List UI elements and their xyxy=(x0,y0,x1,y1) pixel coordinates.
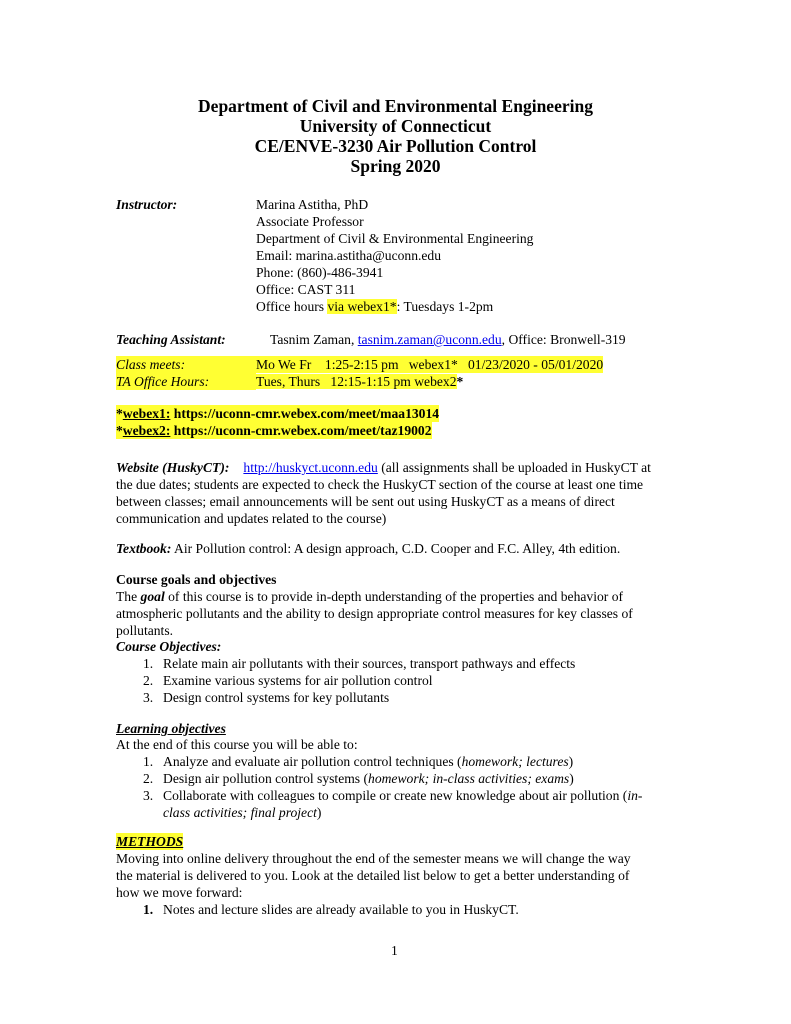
learning-intro: At the end of this course you will be able to: xyxy=(116,737,358,752)
goals-line-2: atmospheric pollutants and the ability to design appropriate control measures for key classes of xyxy=(116,606,633,621)
huskyct-link[interactable]: http://huskyct.uconn.edu xyxy=(243,460,378,475)
textbook-value: Air Pollution control: A design approach, C.D. Cooper and F.C. Alley, 4th edition. xyxy=(171,541,621,556)
class-meets-value: Mo We Fr 1:25-2:15 pm webex1* 01/23/2020 - 05/01/2020 xyxy=(256,357,604,372)
instructor-name: Marina Astitha, PhD xyxy=(256,197,369,212)
course-objectives-heading: Course Objectives: xyxy=(116,639,222,654)
course-title: CE/ENVE-3230 Air Pollution Control xyxy=(254,136,537,156)
objective-item: Examine various systems for air pollution control xyxy=(163,673,433,688)
ta-info: Tasnim Zaman, tasnim.zaman@uconn.edu, Office: Bronwell-319 xyxy=(270,332,626,347)
department-title: Department of Civil and Environmental Engineering xyxy=(198,96,593,116)
website-line-4: communication and updates related to the course) xyxy=(116,511,387,526)
textbook-line xyxy=(116,540,620,557)
objective-item: Design control systems for key pollutants xyxy=(163,690,390,705)
instructor-email: Email: marina.astitha@uconn.edu xyxy=(256,248,442,263)
ta-office-hours-label: TA Office Hours: xyxy=(116,373,256,390)
webex2-name: webex2: xyxy=(122,423,171,438)
ta-email-link[interactable]: tasnim.zaman@uconn.edu xyxy=(357,332,502,347)
webex2-url[interactable]: https://uconn-cmr.webex.com/meet/taz19002 xyxy=(170,423,432,438)
webex1-line: *webex1: https://uconn-cmr.webex.com/meet/maa13014 xyxy=(116,406,440,421)
instructor-label: Instructor: xyxy=(116,197,178,212)
textbook-label: Textbook: xyxy=(116,541,172,556)
class-meets-label: Class meets: xyxy=(116,356,256,373)
learning-number: 2. xyxy=(143,771,154,786)
website-label: Website (HuskyCT): xyxy=(116,460,230,475)
learning-item: Analyze and evaluate air pollution control techniques (homework; lectures) xyxy=(163,754,574,769)
webex1-name: webex1: xyxy=(122,406,171,421)
methods-number: 1. xyxy=(143,902,154,917)
ta-office-hours-value: Tues, Thurs 12:15-1:15 pm webex2* xyxy=(256,374,464,389)
methods-item: Notes and lecture slides are already available to you in HuskyCT. xyxy=(163,902,519,917)
learning-item: Design air pollution control systems (homework; in-class activities; exams) xyxy=(163,771,574,786)
ta-label: Teaching Assistant: xyxy=(116,332,226,347)
webex1-url[interactable]: https://uconn-cmr.webex.com/meet/maa13014 xyxy=(170,406,440,421)
methods-heading: METHODS xyxy=(116,834,184,849)
instructor-department: Department of Civil & Environmental Engineering xyxy=(256,231,534,246)
page-number: 1 xyxy=(391,943,398,958)
term-title: Spring 2020 xyxy=(350,156,441,176)
learning-item-continued: class activities; final project) xyxy=(163,805,322,820)
objective-number: 3. xyxy=(143,690,154,705)
methods-line-1: Moving into online delivery throughout the end of the semester means we will change the way xyxy=(116,851,631,866)
objective-number: 1. xyxy=(143,656,154,671)
highlight-webex1: via webex1* xyxy=(327,299,397,314)
learning-number: 1. xyxy=(143,754,154,769)
objective-number: 2. xyxy=(143,673,154,688)
website-line-3: between classes; email announcements will be sent out using HuskyCT as a means of direct xyxy=(116,494,615,509)
website-line-1: Website (HuskyCT): http://huskyct.uconn.edu (all assignments shall be uploaded in HuskyCT at xyxy=(116,460,651,475)
methods-line-2: the material is delivered to you. Look at the detailed list below to get a better understanding of xyxy=(116,868,630,883)
learning-number: 3. xyxy=(143,788,154,803)
objective-item: Relate main air pollutants with their sources, transport pathways and effects xyxy=(163,656,576,671)
instructor-phone: Phone: (860)-486-3941 xyxy=(256,265,384,280)
university-title: University of Connecticut xyxy=(299,116,492,136)
course-goals-heading: Course goals and objectives xyxy=(116,572,277,587)
goals-line-3: pollutants. xyxy=(116,623,174,638)
instructor-office: Office: CAST 311 xyxy=(256,282,356,297)
instructor-title: Associate Professor xyxy=(256,214,364,229)
webex2-line: *webex2: https://uconn-cmr.webex.com/meet/taz19002 xyxy=(116,423,432,438)
instructor-office-hours: Office hours via webex1*: Tuesdays 1-2pm xyxy=(256,299,494,314)
methods-line-3: how we move forward: xyxy=(116,885,243,900)
learning-objectives-heading: Learning objectives xyxy=(116,721,226,736)
goals-line-1: The goal of this course is to provide in-depth understanding of the properties and behavior of xyxy=(116,589,624,604)
website-line-2: the due dates; students are expected to check the HuskyCT section of the course at least one time xyxy=(116,477,644,492)
learning-item: Collaborate with colleagues to compile or create new knowledge about air pollution (in- xyxy=(163,788,643,803)
